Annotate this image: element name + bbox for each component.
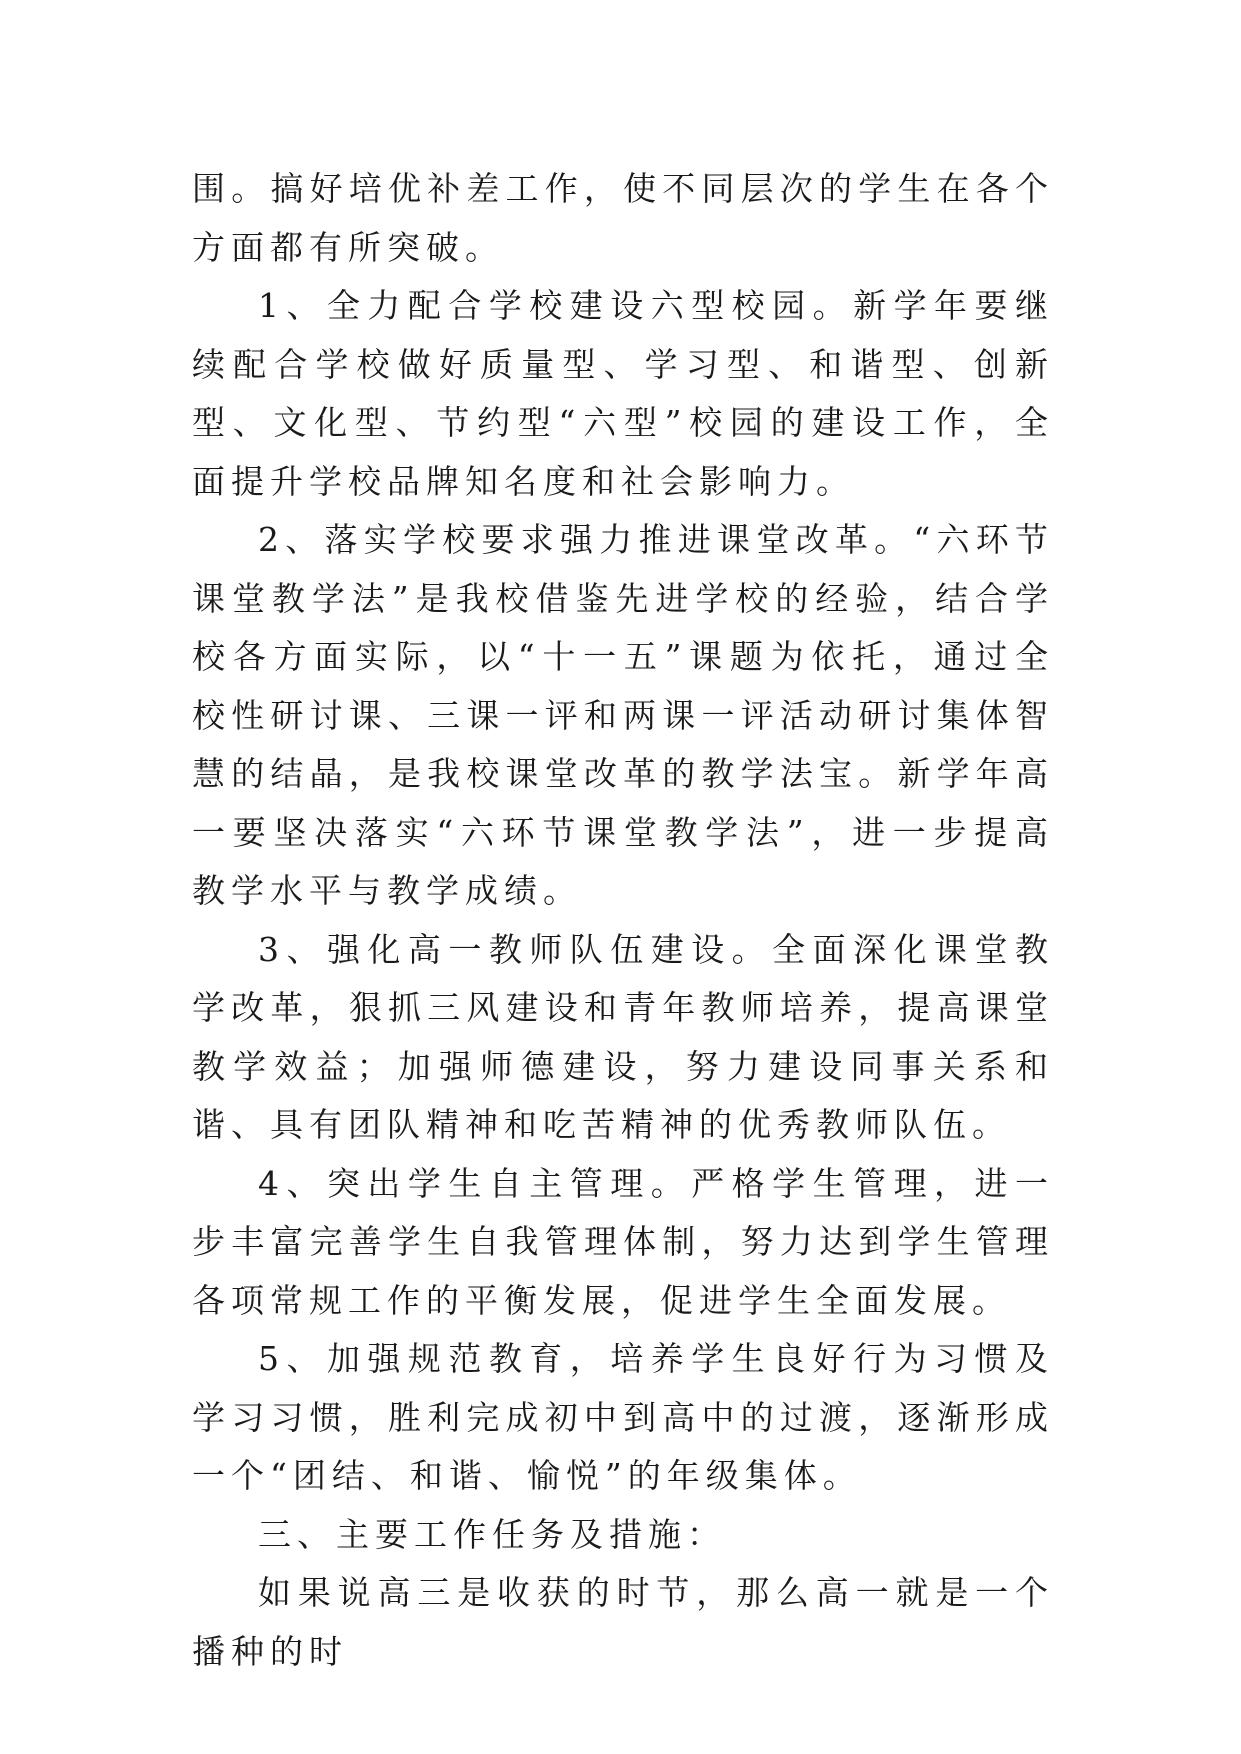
paragraph-item-1: 1、全力配合学校建设六型校园。新学年要继续配合学校做好质量型、学习型、和谐型、创新型、文化型、节约型“六型”校园的建设工作，全面提升学校品牌知名度和社会影响力。: [192, 286, 1054, 501]
document-page: [192, 160, 1054, 1681]
paragraph-continuation: 围。搞好培优补差工作，使不同层次的学生在各个方面都有所突破。: [192, 169, 1054, 267]
paragraph-item-2: 2、落实学校要求强力推进课堂改革。“六环节课堂教学法”是我校借鉴先进学校的经验，结合学校各方面实际，以“十一五”课题为依托，通过全校性研讨课、三课一评和两课一评活动研讨集体智慧的结晶，是我校课堂改革的教学法宝。新学年高一要坚决落实“六环节课堂教学法”，进一步提高教学水平与教学成绩。: [192, 520, 1054, 910]
paragraph-item-5: 5、加强规范教育，培养学生良好行为习惯及学习习惯，胜利完成初中到高中的过渡，逐渐形成一个“团结、和谐、愉悦”的年级集体。: [192, 1339, 1054, 1495]
paragraph-intro: 如果说高三是收获的时节，那么高一就是一个播种的时: [192, 1573, 1054, 1671]
paragraph-item-3: 3、强化高一教师队伍建设。全面深化课堂教学改革，狠抓三风建设和青年教师培养，提高课堂教学效益；加强师德建设，努力建设同事关系和谐、具有团队精神和吃苦精神的优秀教师队伍。: [192, 929, 1054, 1144]
section-heading: 三、主要工作任务及措施：: [258, 1514, 726, 1554]
paragraph-item-4: 4、突出学生自主管理。严格学生管理，进一步丰富完善学生自我管理体制，努力达到学生管理各项常规工作的平衡发展，促进学生全面发展。: [192, 1163, 1054, 1320]
